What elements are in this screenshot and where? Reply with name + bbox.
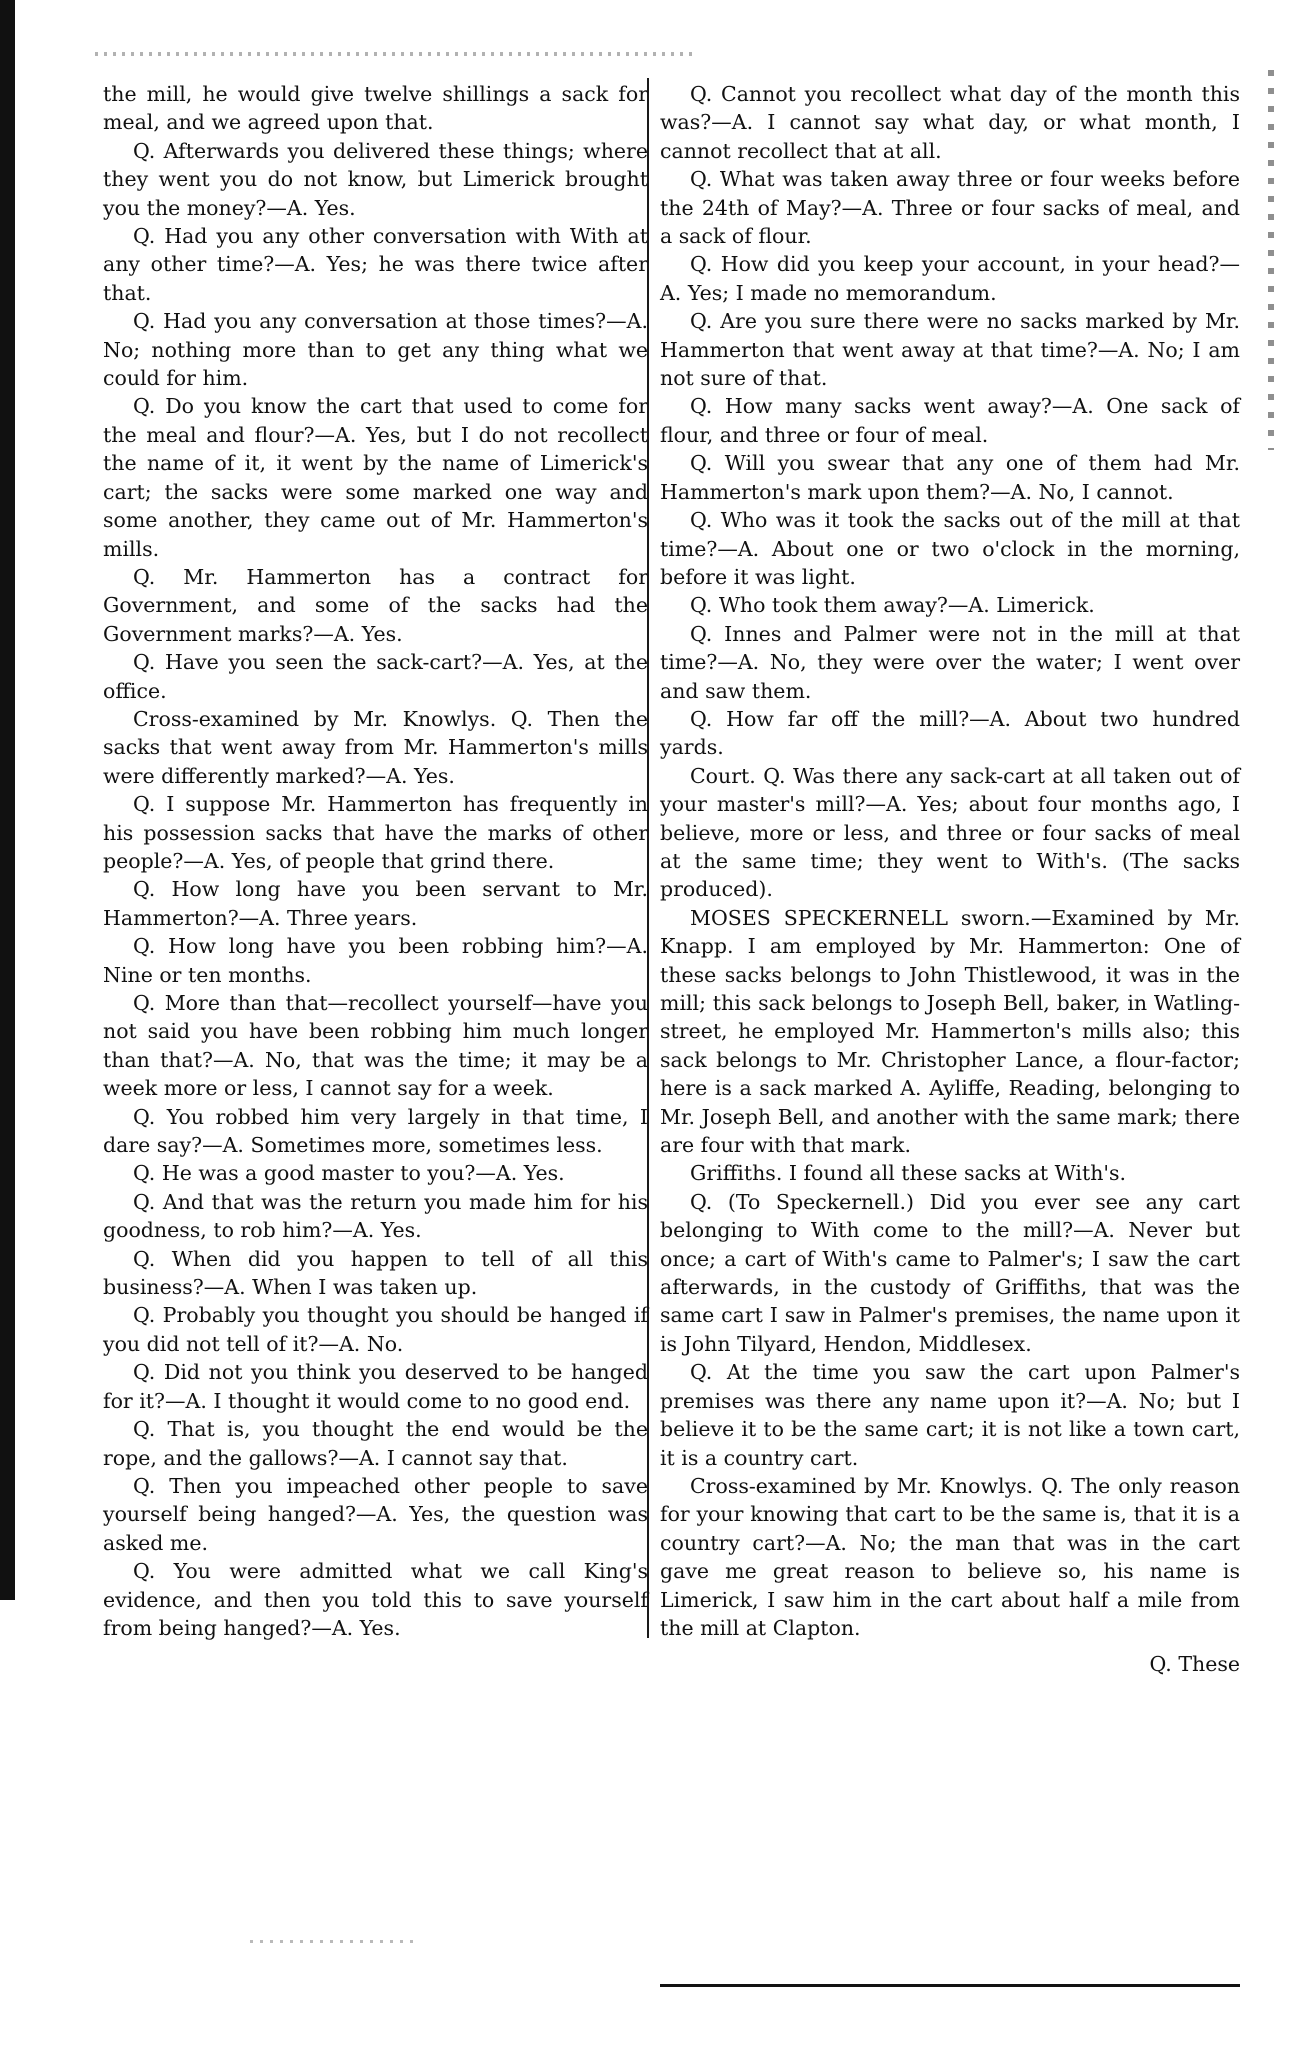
paragraph: MOSES SPECKERNELL sworn.—Examined by Mr. Knapp. I am employed by Mr. Hammerton: One of these sacks belongs to John Thistlewood, it was in the mill; this sack belongs to Joseph Bell, baker, in Watling-street, he employed Mr. Hammerton's mills also; this sack belongs to Mr. Christopher Lance, a flour-factor; here is a sack marked A. Ayliffe, Reading, belonging to Mr. Joseph Bell, and another with the same mark; there are four with that mark. — [660, 905, 1240, 1158]
footer-rule — [660, 1984, 1240, 1987]
paragraph: Q. How many sacks went away?—A. One sack of flour, and three or four of meal. — [660, 394, 1240, 447]
print-specks-bottom — [250, 1940, 420, 1943]
paragraph: Q. Innes and Palmer were not in the mill at that time?—A. No, they were over the water; I went over and saw them. — [660, 621, 1240, 703]
paragraph: Q. You robbed him very largely in that time, I dare say?—A. Sometimes more, sometimes less. — [103, 1104, 648, 1158]
paragraph: Q. How long have you been servant to Mr. Hammerton?—A. Three years. — [103, 877, 648, 930]
paragraph: Q. Do you know the cart that used to come for the meal and flour?—A. Yes, but I do not recollect the name of it, it went by the name of Limerick's cart; the sacks were some marked one way and some another, they came out of Mr. Hammerton's mills. — [103, 394, 648, 561]
right-column — [660, 80, 1240, 1679]
paragraph: Q. Did not you think you deserved to be hanged for it?—A. I thought it would come to no good end. — [103, 1360, 648, 1413]
paragraph: Q. Probably you thought you should be hanged if you did not tell of it?—A. No. — [103, 1303, 648, 1356]
paragraph: Griffiths. I found all these sacks at With's. — [690, 1161, 1127, 1186]
paragraph: Q. Who was it took the sacks out of the mill at that time?—A. About one or two o'clock in the morning, before it was light. — [660, 508, 1240, 589]
paragraph: Q. He was a good master to you?—A. Yes. — [133, 1161, 565, 1186]
paragraph: Q. Will you swear that any one of them had Mr. Hammerton's mark upon them?—A. No, I cannot. — [660, 451, 1240, 504]
print-specks-right — [1268, 70, 1274, 450]
paragraph: Q. Cannot you recollect what day of the month this was?—A. I cannot say what day, or what month, I cannot recollect that at all. — [660, 82, 1240, 163]
catchword: Q. These — [1149, 1652, 1240, 1677]
paragraph: Q. Afterwards you delivered these things; where they went you do not know, but Limerick brought you the money?—A. Yes. — [103, 138, 648, 220]
paragraph: Q. Who took them away?—A. Limerick. — [690, 593, 1095, 618]
paragraph: Q. When did you happen to tell of all this business?—A. When I was taken up. — [103, 1246, 648, 1300]
paragraph: Q. How long have you been robbing him?—A. Nine or ten months. — [103, 934, 648, 987]
paragraph: Q. You were admitted what we call King's evidence, and then you told this to save yourself from being hanged?—A. Yes. — [103, 1559, 648, 1640]
paragraph: Q. How far off the mill?—A. About two hundred yards. — [660, 706, 1240, 760]
paragraph: Cross-examined by Mr. Knowlys. Q. Then the sacks that went away from Mr. Hammerton's mills were differently marked?—A. Yes. — [103, 706, 648, 788]
paragraph: Q. Then you impeached other people to save yourself being hanged?—A. Yes, the question was asked me. — [103, 1473, 648, 1555]
paragraph: Q. Had you any other conversation with With at any other time?—A. Yes; he was there twice after that. — [103, 224, 648, 305]
paragraph: Q. And that was the return you made him for his goodness, to rob him?—A. Yes. — [103, 1189, 648, 1243]
paragraph: Q. At the time you saw the cart upon Palmer's premises was there any name upon it?—A. No; but I believe it to be the same cart; it is not like a town cart, it is a country cart. — [660, 1360, 1240, 1470]
paragraph: Q. I suppose Mr. Hammerton has frequently in his possession sacks that have the marks of other people?—A. Yes, of people that grind there. — [103, 792, 648, 873]
paragraph: Cross-examined by Mr. Knowlys. Q. The only reason for your knowing that cart to be the same is, that it is a country cart?—A. No; the man that was in the cart gave me great reason to believe so, his name is Limerick, I saw him in the cart about half a mile from the mill at Clapton. — [660, 1473, 1240, 1640]
print-specks-top — [95, 52, 695, 56]
paragraph: Court. Q. Was there any sack-cart at all taken out of your master's mill?—A. Yes; about four months ago, I believe, more or less, and three or four sacks of meal at the same time; they went to With's. (The sacks produced). — [660, 763, 1240, 902]
paragraph: Q. Are you sure there were no sacks marked by Mr. Hammerton that went away at that time?—A. No; I am not sure of that. — [660, 309, 1240, 391]
paragraph: Q. Have you seen the sack-cart?—A. Yes, at the office. — [103, 650, 648, 703]
paragraph: the mill, he would give twelve shillings a sack for meal, and we agreed upon that. — [103, 82, 648, 135]
left-column — [103, 80, 648, 1642]
paragraph: Q. (To Speckernell.) Did you ever see any cart belonging to With come to the mill?—A. Never but once; a cart of With's came to Palmer's; I saw the cart afterwards, in the custody of Griffiths, that was the same cart I saw in Palmer's premises, the name upon it is John Tilyard, Hendon, Middlesex. — [660, 1189, 1240, 1356]
paragraph: Q. Had you any conversation at those times?—A. No; nothing more than to get any thing what we could for him. — [103, 309, 648, 391]
paragraph: Q. How did you keep your account, in your head?—A. Yes; I made no memorandum. — [660, 252, 1240, 305]
paragraph: Q. What was taken away three or four weeks before the 24th of May?—A. Three or four sacks of meal, and a sack of flour. — [660, 167, 1240, 249]
paragraph: Q. That is, you thought the end would be the rope, and the gallows?—A. I cannot say that. — [103, 1417, 648, 1470]
paragraph: Q. More than that—recollect yourself—have you not said you have been robbing him much longer than that?—A. No, that was the time; it may be a week more or less, I cannot say for a week. — [103, 991, 648, 1101]
page-edge-shadow — [0, 0, 15, 1600]
paragraph: Q. Mr. Hammerton has a contract for Government, and some of the sacks had the Government marks?—A. Yes. — [103, 564, 648, 646]
